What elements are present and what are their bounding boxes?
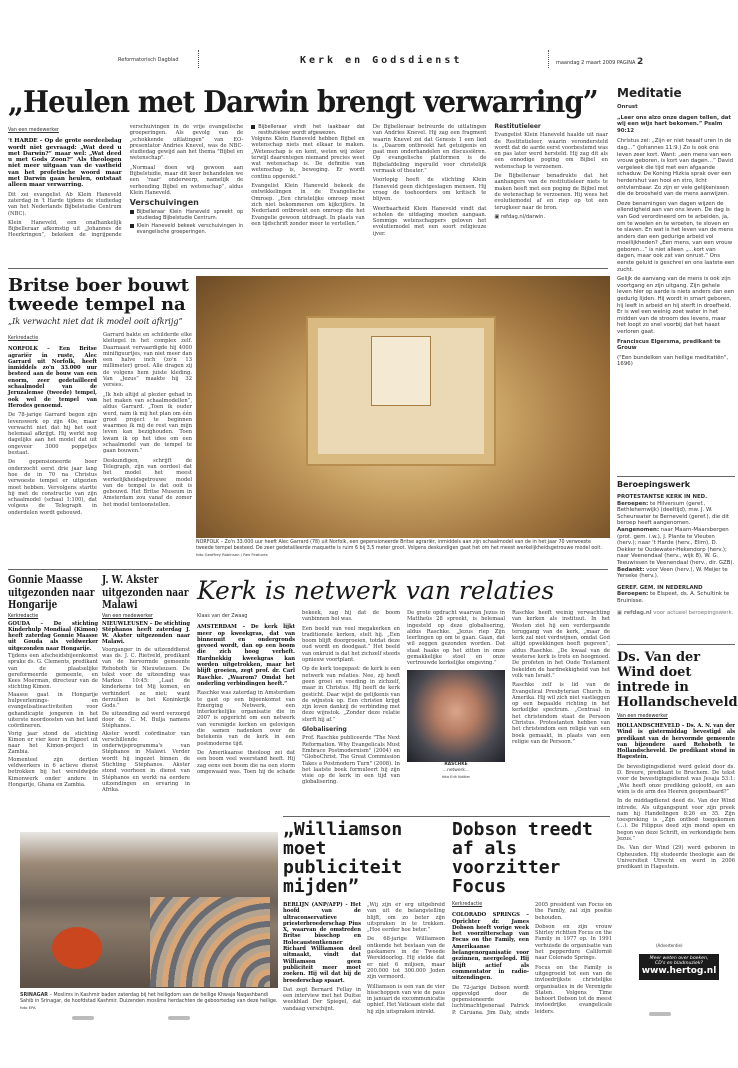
akster-headline: J. W. Akster uitgezonden naar Malawi	[102, 573, 189, 611]
byline: Klaas van der Zwaag	[197, 614, 248, 619]
registration-mark	[649, 1012, 671, 1016]
lead: NORFOLK – Een Britse agrariër in ruste, Alec Garrard uit Norfolk, heeft inmiddels zo'n 33.000 uur besteed aan de bouw van een enorm, zeer gedetailleerd schaalmodel van de Jeruzalemse (tweede) tempel, ook wel de tempel van Herodes genoemd.	[8, 346, 97, 409]
link[interactable]: refdag.nl	[623, 609, 652, 616]
bullet-item: Bijbelleraar Klein Haneveld spreekt op studiedag Bijbelstudie Centrum.	[130, 209, 244, 221]
date-line	[556, 57, 643, 67]
lead: BERLIJN (ANP/AFP) - Het hoofd van de ultraconservatieve priesterbroederschap Pius X, waarvan de omstreden Britse bisschop en Holocaustontkenner Richard Williamson deel uitmaakt, vindt dat Williamson geen publiciteit meer moet zoeken. Hij wil dat hij de broederschap spaart.	[283, 902, 361, 984]
paragraph: Christus zei: „Zijn er niet twaalf uren in de dag…” (Johannes 11:9.) Zo is ook ons leven zeer kort. Want: „een mens van een vrouw geboren, is kort van dagen…” David vergeleek die tijd met een afgaande schaduw. De Koning Hizkia sprak over een herdershut van hooi en stro, licht ontvlambaar. Zo zijn er vele gelijkenissen die de broosheid van de mens aanwijzen.	[617, 138, 734, 198]
byline: Kerkredactie	[452, 902, 483, 907]
netwerk-headline: Kerk is netwerk van relaties	[197, 576, 555, 605]
photo-caption: …netwerk…	[442, 767, 470, 773]
photo-credit: foto EPA	[20, 1005, 36, 1010]
paragraph: Tijdens een afscheidsbijeenkomst sprake ds. G. Clements, predikant van de plaatselijke gereformeerde gemeente, en Kees Moerman, directeur van de stichting Kimon.	[8, 652, 98, 691]
divider	[617, 476, 735, 477]
netwerk-article	[197, 610, 610, 810]
temple-caption	[196, 540, 610, 559]
paragraph: Vorig jaar stond de stichting Kimon er vier keer in Ekpeet uit naar het Kimon-project in Zambia.	[8, 730, 98, 756]
paper-name: Reformatorisch Dagblad	[118, 57, 179, 63]
dobson-headline: Dobson treedt af als voorzitter Focus	[452, 819, 593, 897]
meditatie-title: Meditatie	[617, 86, 682, 100]
paragraph: „Normaal doen wij gewoon aan Bijbelstudie, maar dit keer behandelen we een 'raar' onderwerp, namelijk de verhouding Bijbel en wetenschap”, aldus Klein Haneveld.	[129, 164, 244, 196]
meditatie-subtitle: Onrust	[617, 104, 638, 110]
paragraph: Momenteel zijn dertien veldwerkers in 6 actieve dienst betrokken bij het wereldwijde Kimonwerk onder andere in Hongarije, Ghana en Zambia.	[8, 756, 98, 788]
ad-text: Meer weten over boeken,	[649, 956, 709, 961]
masthead-divider	[548, 50, 549, 68]
box-title: Verschuivingen	[129, 198, 199, 208]
church-name: PROTESTANTSE KERK IN NED.	[617, 494, 708, 500]
lead: GOUDA – De stichting Kinderhulp Mondiaal (Kimon) heeft zaterdag Gonnie Maasse uit Gouda als veldwerker uitgezonden naar Hongarije.	[8, 620, 98, 652]
paragraph: Voorganger in de uitzenddienst was ds. J. C. Rietveld, predikant van de hervormde gemeente Rehoboth te Nieuwleusen. De tekst voor de uitzending was Markus 10:45: „Laat de kinderkens tot Mij komen, en verhindert ze niet; want derzulken is het Koninkrijk Gods.”	[102, 646, 190, 710]
caption-place: SRINAGAR	[20, 993, 49, 998]
paragraph: De 72-jarige Dobson wordt opgevolgd door de gepensioneerde luchtmachtgeneraal Patrick P. Caruana. Jim Daly, sinds 2005 president van Focus on the Family, zal zijn positie behouden.	[452, 902, 612, 1016]
ad-url[interactable]: www.hertog.nl	[641, 966, 717, 976]
raschke-figure	[407, 670, 505, 780]
lead: COLORADO SPRINGS – Oprichter dr. James Dobson heeft vorige week het voorzitterschap van Focus on the Family, een Amerikaanse belangenorganisatie voor gezinnen, neergelegd. Hij blijft actief als commentator in radio-uitzendingen.	[452, 912, 529, 982]
page-number: 2	[637, 57, 644, 67]
paragraph: De 78-jarige Garrard begon zijn levenswerk op zijn 40e, maar verwacht niet dat hij het ooit helemaal afkrijgt. Hij werkt nog dagelijks aan het model dat uit ongeveer 3000 poppetjes bestaat.	[8, 412, 97, 457]
paragraph: Raschke heeft weinig verwachting van kerken als instituut. In het Westen ziet hij een verdergaande teruggang van de kerk, „maar de kerk zal niet verdwijnen, omdat God altijd opwekkingen heeft gegeven”, aldus Raschke. „De kwaal van de westerse kerk is trots en hoogmoed. De profeten in het Oude Testament hekelden de hardnekkigheid van het volk van Israël.”	[512, 610, 610, 679]
paragraph: Ds. Van der Wind (29) werd geboren in Opheusden. Hij studeerde theologie aan de Universiteit Utrecht en werd in 2006 predikant in Hagestein.	[617, 845, 735, 871]
paragraph: Voorlopig heeft de stichting Klein Haneveld geen dichtgeslagen mensen. Hij vroeg de toehoorders om kritisch te blijven.	[372, 177, 487, 203]
williamson-headline: „Williamson moet publiciteit mijden”	[283, 819, 403, 897]
paragraph: De bevestigingsdienst werd geleid door ds. D. Breure, predikant te Bruchem. De tekst voor de bevestigingsdienst was Jesaja 53:1: „Wie heeft onze prediking geloofd, en aan wien is de arm des Heeren geopenbaard?”	[617, 763, 735, 795]
temple-article	[8, 276, 192, 566]
paragraph: De Bijbelleraar betreurde de uitlatingen van Andries Knevel. Hij zag een fragment waarin Knevel zei dat Genesis 1 een lied is. „Daarom ontbreekt het getuigenis en gaat men onderhandelen en discussiëren. Op evangelische platformen is de Bijbelafdeling ingeruild voor christelijk vermaak of theater.”	[372, 124, 487, 175]
paragraph: Raschke was zaterdag in Amsterdam te gast op een bijeenkomst van Emerging Netwerk, een interkerkelijke organisatie die in 2007 is opgericht om een netwerk van verenigde kerken en gelovigen die samen nadenken over de betekenis van de kerk in een postmoderne tijd.	[197, 690, 295, 747]
gonnie-article	[8, 574, 98, 829]
church-entry	[617, 494, 735, 580]
byline: Van een medewerker	[102, 613, 153, 619]
paragraph: De Bijbelleraar benadrukte dat het aanhangers van de restitutieleer niets te maken heeft met een poging de Bijbel met de wetenschap te verzoenen. Hij wees het evolutiemodel af en riep op tot een terugkeer naar de bron.	[494, 173, 608, 211]
date: maandag 2 maart 2009 PAGINA	[556, 60, 636, 66]
church-entry	[617, 585, 735, 605]
paragraph: Prof. Raschke publiceerde "The Next Reformation. Why Evangelicals Must Embrace Postmodernism" (2004) en "GloboChrist. The Great Commission Takes a Postmodern Turn" (2008). In het laatste boek formuleert hij zijn visie op de kerk in een tijd van globalisering.	[302, 735, 400, 786]
ad-label: (Advertentie)	[656, 943, 683, 948]
entry-text: te Hilversum (geref., Bethlehemwijk) (deeltijd), mw. J. W. Scheurwater te Berneveld (geref.), die dit beroep heeft aangenomen.	[617, 500, 729, 527]
temple-model-photo	[196, 276, 610, 538]
paragraph: „Ik heb altijd al plezier gehad in het maken van schaalmodellen”, aldus Garrard. „Toen ik ouder werd, nam ik mij het plan om één groot project te beginnen waarmee ik mij de rest van mijn leven kan bezighouden. Toen kwam ik op het idee om een schaalmodel van de tempel te gaan bouwen.”	[103, 391, 192, 455]
entry-label: Beroepen:	[617, 500, 649, 507]
paragraph: Garrard bakte en schilderde elke kleitegel in het complex zelf. Daarnaast vervaardigde hij 4000 minifiguurtjes, van niet meer dan een halve inch (zo'n 13 millimeter) groot. Alle dragen zij de volgens hem juiste kleding. Van „Jezus” maakte hij 32 versies.	[103, 332, 192, 389]
paragraph: „Wij zijn er erg uitgebreid van uit de belangstelling blijft, om zo beter zijn uitspraken in te trekken. „Hoe eerder hoe beter.”	[367, 902, 445, 934]
paragraph: De uitzending zal werd verzorgd door ds. C. M. Bulja namens Stéphanos.	[102, 710, 190, 730]
caption-text: – Moslims in Kashmir baden zaterdag bij het heiligdom van de heilige Khwaja Naqashbandi Sahib in Srinagar, de hoofdstad Kashmir. Duizenden moslims herdachten de geboortedag van deze heilige.	[20, 993, 278, 1004]
entry-label: Aangenomen:	[617, 526, 659, 533]
bullet-item: Bijbelleraar vindt het laakbaar dat restitutieleer wordt afgewezen.	[251, 124, 365, 136]
photo-name: RASCHKE	[444, 761, 468, 767]
byline: Van een medewerker	[617, 714, 668, 719]
source: ("Een bundelken van heilige meditatiën", 1696)	[617, 354, 729, 368]
divider	[8, 268, 608, 269]
subheading: Restitutieleer	[494, 123, 541, 130]
bullet-item: Klein Haneveld bekeek verschuivingen in evangelische groeperingen.	[130, 223, 244, 235]
srinagar-photo	[20, 832, 278, 988]
paragraph: Dobson en zijn vrouw Shirley richtten Focus on the Family in 1977 op. In 1991 verhuisde de organisatie van het pepperdure Californië naar Colorado Springs.	[535, 923, 612, 962]
paragraph: Dit zei evangelist Ab Klein Haneveld zaterdag in 't Harde tijdens de studiedag van het Nederlands Bijbelstudie Centrum (NBC).	[8, 191, 122, 217]
vanderwind-article	[617, 650, 738, 942]
entry-text: voor Veen (herv.), W. Meijer te Yerseke (herv.).	[617, 566, 728, 580]
paragraph: De Amerikaanse theoloog zei dat een boom veel weerstand heeft. Hij zag eens een boom die na een storm omgewaaid was. Toen hij de schade bekeek, zag hij dat de boom vanbinnen hol was.	[197, 610, 400, 775]
paragraph: Akster wordt coördinator van verschillende onderwijsprogramma's van Stéphanos in Malawi. Verder wordt hij ingezet binnen de Stichting Stéphanos. Akster stond voorheen in dienst van Stéphanos en werkt na eerdere uitzendingen en ervaring in Afrika.	[102, 730, 190, 794]
scripture-quote: „Leer ons alzo onze dagen tellen, dat wij een wijs hart bekomen.” Psalm 90:12	[617, 114, 732, 134]
paragraph: Evangelist Klein Haneveld haalde uit naar de Restitutieleer, waarin verondersteld wordt dat de aarde eerst voorbestemd was en pas later werd hersteld. Hij zag dit als een onnodige poging om Bijbel en wetenschap te verzoenen.	[494, 132, 608, 170]
byline: Kerkredactie	[8, 613, 39, 619]
photo-credit: foto Geoffrey Robinson / Rex Features	[196, 552, 268, 557]
beroepingswerk-title: Beroepingswerk	[617, 480, 691, 489]
praying-crowd	[150, 897, 270, 987]
temple-sanctuary	[371, 336, 431, 406]
entry-label: Bedankt:	[617, 566, 645, 573]
web-link[interactable]: ▣ refdag.nl voor actueel beroepingswerk.	[617, 609, 734, 616]
masthead-divider	[198, 50, 199, 68]
paragraph: Focus on the Family is uitgegroeid tot een van de invloedrijkste christelijke organisaties in de Verenigde Staten. Volgens Time behoort Dobson tot de meest invloedrijke evangelicale leiders.	[535, 964, 612, 1015]
srinagar-caption	[20, 993, 278, 1012]
church-name: GEREF. GEM. IN NEDERLAND	[617, 584, 703, 591]
darwin-article	[8, 124, 608, 264]
paragraph: Weerbaarheid Klein Haneveld vindt dat scholen de uitdaging moeten aangaan. Sommige wetenschappers geloven het evolutiemodel met een soort religieuze ijver.	[372, 205, 487, 237]
section-title: Kerk en Godsdienst	[300, 55, 463, 66]
akster-article	[102, 574, 190, 824]
meditatie-column	[617, 86, 735, 472]
link-text: voor actueel beroepingswerk.	[651, 609, 734, 616]
entry-text: te Elspeet, ds. A. Schultink te Bruinisse.	[617, 591, 730, 604]
paragraph: In de middagdienst deed ds. Van der Wind intrede. Als uitgangspunt voor zijn preek nam hij Handelingen 8:26 en 35. Zijn toespreking is „Zijn ontbod toegekomen (…). De Filippus deed zijn mond open en begon van deze Schrift, en verkondigde hem Jezus.”	[617, 798, 735, 843]
divider	[617, 644, 735, 645]
paragraph: Deskundigen, schrijft de Telegraph, zijn van oordeel dat het model het meest werkelijkheidsgetrouwe model van de tempel is dat ooit is gebouwd. Het Britse Museum in Amsterdam zou vanaf de zomer het model tentoonstellen.	[103, 457, 192, 508]
dobson-article	[452, 819, 612, 1016]
entry-text: naar Maarn-Maarsbergen (prot. gem. i.w.), J. Plante te Vleuten (herv.); naar 't Harde (herv., Elim), D. Dekker te Oudewater-Hekendorp (herv.); naar Veenendaal (herv., wijk 8), W. G. Teeuwissen te Veenendaal (herv., dir. GZB).	[617, 526, 735, 566]
link-text[interactable]: refdag.nl/darwin.	[500, 213, 546, 220]
photo-credit: foto Erik Kottier	[441, 774, 471, 779]
williamson-article	[283, 819, 445, 1015]
lead: HOLLANDSCHEVELD – Ds. A. N. van der Wind is gistermiddag bevestigd als predikant van de hervormde gemeente van bijzondere aard Rehoboth te Hollandscheveld. De predikant stond in Hagestein.	[617, 723, 735, 761]
paragraph: Op de kerk toegepast: de kerk is een netwerk van relaties. Nee, zij heeft geen groei en voeding in zichzelf, maar in Christus. Hij heeft de kerk gesticht. Daar wijst de gelijkenis van de wijnstok op. Een christen krijgt zijn leven dankzij de verbinding met deze wijnstok. „Zonder deze relatie sterft hij af.”	[302, 666, 400, 723]
vanderwind-headline: Ds. Van der Wind doet intrede in Hollandscheveld	[617, 650, 738, 710]
paragraph: Een beeld van veel megakerken en traditionele kerken, stelt hij. „Een boom blijft doorgroeien, totdat deze oud wordt en doodgaat.” Het beeld van onkruid is dat het zichzelf steeds opnieuw voortplant.	[302, 625, 400, 664]
divider	[8, 569, 608, 570]
lead: 't HARDE – Op de grote oordeelsdag wordt niet gevraagd: „Wat deed u met Darwin?” maar wel: „Wat deed u met Gods Zoon?” Als theologen niet meer uitgaan van de vastheid van het profetische woord maar met Darwin gaan heulen, ontstaat alleen maar verwarring.	[8, 138, 122, 189]
raschke-photo	[407, 670, 505, 762]
web-link[interactable]: ▣ refdag.nl/darwin.	[494, 213, 546, 220]
paragraph: Williamson is een van de vier bisschoppen van wie de paus in januari de excommunicatie ophief. Het Vaticaan eiste dat hij zijn uitspraken intrekt.	[367, 983, 445, 1015]
paragraph: De grote opdracht waarvan Jezus in Mattheüs 28 spreekt, is helemaal ingesteld op deze globalisering, aldus Raschke. „Jezus riep Zijn leerlingen op om te gaan. Gaan, dat wil zeggen gezonden worden. Dat staat haaks op het zitten in onze gemakkelijke stoel en onze vertrouwde kerkelijke omgeving.”	[407, 610, 505, 667]
gonnie-headline: Gonnie Maasse uitgezonden naar Hongarije	[8, 573, 95, 611]
paragraph: Deze benamingen van dagen wijzen de ellendigheid aan van ons leven. De dag is van God verordineerd om te arbeiden, ja, om te woelen en te wroeten, te sloven en te slaven. En wat is het leven van de mens anders dan een gedurige arbeid vol moeilijkheden? „Een mens, van een vrouw geboren…” is niet alleen „…kort van dagen, maar ook zat van onrust.” Ons eerste geluid is geschrei en ons laatste een zucht.	[617, 200, 735, 273]
entry-label: Beroepen:	[617, 591, 649, 598]
paragraph: De gepensioneerde boer onderzocht eerst drie jaar lang hoe de in 70 na Christus verwoeste tempel er uitgezien moet hebben. Vervolgens startte hij met de constructie van zijn schaalmodel (schaal 1:100), dat volgens de Telegraph in onderdelen wordt gebouwd.	[8, 459, 97, 516]
subheading: Globalisering	[302, 726, 347, 734]
paragraph: Gelijk de aanvang van de mens is ook zijn voortgang en zijn uitgang. Zijn gehele leven hier op aarde is niets anders dan een gedurig lijden. Hij wordt in smart geboren, hij leeft in arbeid en hij sterft in droefheid. Er is wel een weinig zoet water in het midden van de stroom des levens, maar het loopt zo snel voorbij dat het haast verloren gaat.	[617, 276, 735, 335]
registration-mark	[72, 1016, 94, 1020]
lead: NIEUWLEUSEN – De stichting Stéphanos heeft zaterdag J. W. Akster uitgezonden naar Malawi.	[102, 620, 190, 646]
byline: Van een medewerker	[8, 128, 59, 133]
paragraph: Maasse gaat in Hongarije hulpverlenings- en evangelisatieactiviteiten voor gehandicapte jongeren in het uiterste noordoosten van het land coördineren.	[8, 691, 98, 730]
ad-text: CD's en bladmuziek?	[655, 961, 703, 966]
darwin-headline: „Heulen met Darwin brengt verwarring”	[8, 85, 598, 120]
temple-headline: Britse boer bouwt tweede tempel na	[8, 275, 189, 315]
byline: Kerkredactie	[8, 336, 39, 341]
divider	[283, 816, 610, 817]
paragraph: Volgens Klein Haneveld hebben Bijbel en wetenschap niets met elkaar te maken. „Wetenschap is en kent, weten wij zeker terwijl daarentegen niemand precies weet wat wetenschap is. De definitie van wetenschap is, beweging. Er wordt continu opgerekt.”	[251, 136, 365, 180]
registration-mark	[168, 1016, 190, 1020]
paragraph: De 68-jarige Williamson ontkende het bestaan van de gaskamers in de Tweede Wereldoorlog. Hij stelde dat er niet 6 miljoen, maar 200.000 tot 300.000 Joden zijn vermoord.	[367, 936, 445, 981]
lead: AMSTERDAM – De kerk lijkt meer op kweekgras, dat van binnenuit en ondergronds gevoed wordt, dan op een boom die zich hoog verheft. Hardnekkig kweekgras kan worden uitgetrokken, maar het blijft groeien, zegt prof. dr. Carl Raschke. „Waarom? Omdat het onderling verbindingen heeft.”	[197, 624, 295, 687]
paragraph: Evangelist Klein Haneveld bekeek de ontwikkelingen in de Evangelische Omroep. „Een christelijke omroep moet zich niet bekommeren om kijkcijfers. In Nederland ontbreekt een omroep die het Evangelie gewoon uitdraagt. In plaats van een tijdschrift zonder meer te vertellen.”	[251, 183, 365, 227]
chili-basket	[52, 927, 102, 969]
temple-subhead: „Ik verwacht niet dat ik model ooit afkrijg”	[8, 317, 183, 326]
paragraph: Klein Haneveld, een onafhankelijk Bijbelleraar afkomstig uit „Johannes de Heerkringen”, bekeken de ingrijpende verschuivingen in de vrije evangelische groeperingen. Als gevolg van de „schokkende uitlatingen” van EO-presentator Andries Knevel, was de NBC-studiedag gewijd aan het thema "Bijbel en wetenschap".	[8, 124, 244, 239]
hertog-advertisement[interactable]	[639, 954, 719, 980]
beroepingswerk	[617, 480, 735, 616]
paragraph: Dat zegt Bernard Fellay in een interview met het Duitse weekblad Der Spiegel, dat vandaag verschijnt.	[283, 986, 361, 1012]
caption-text: NORFOLK – Zo'n 33.000 uur heeft Alec Garrard (78) uit Norfolk, een gepensioneerde Britse agrariër, inmiddels aan zijn schaalmodel van de in het jaar 70 verwoeste tweede tempel besteed. De zeer gedetailleerde maquette is ruim 6 bij 3,5 meter groot. Volgens deskundigen gaat het om het meest werkelijkheidsgetrouwe model ooit.	[196, 540, 602, 551]
author: Franciscus Elgersma, predikant te Grouw	[617, 338, 721, 352]
paragraph: Raschke zelf is lid van de Evangelical Presbyterian Church in Amerika. Hij wil zich niet vastleggen op een bepaalde richting in het kerkelijke spectrum. „Centraal in het christendom staat de Persoon Christus. Protestanten hebben van het christendom een religie van een boek gemaakt, in plaats van een religie van de Persoon.”	[512, 682, 610, 745]
